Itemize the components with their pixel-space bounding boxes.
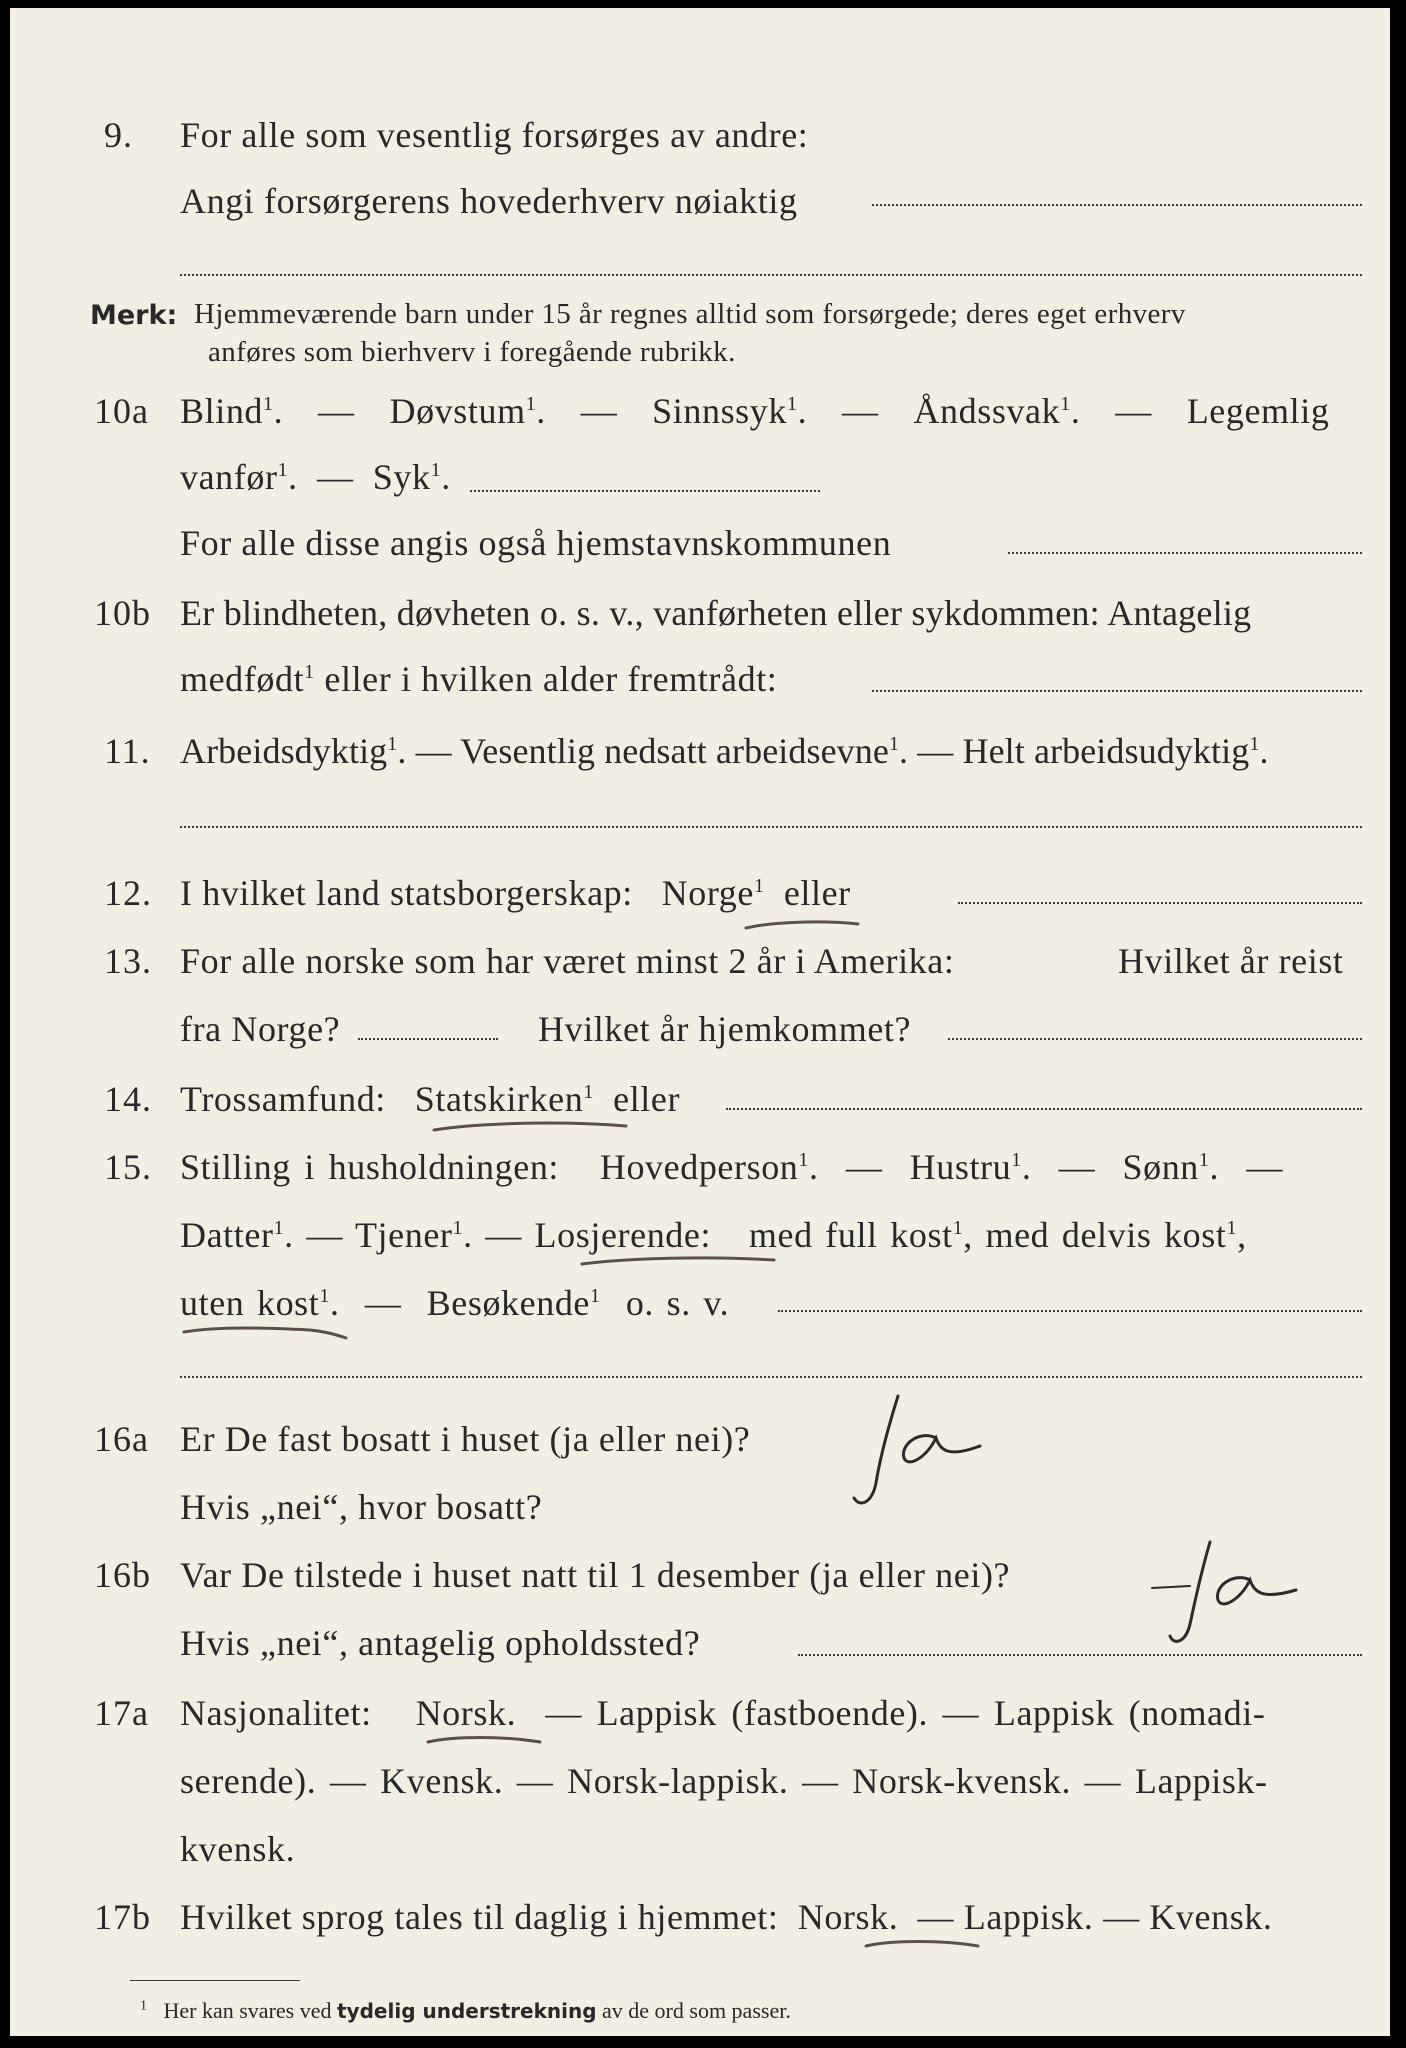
underline-uten-kost <box>180 1320 350 1344</box>
underline-norsk-17b <box>862 1934 982 1954</box>
footnote: $^1$ Her kan svares ved tydelig understrekning av de ord som passer. <box>140 1998 791 2023</box>
q15-answer-line-2 <box>180 1376 1362 1378</box>
opt-andssvak: Åndssvak <box>913 391 1061 431</box>
q10b-number: 10b <box>94 593 151 633</box>
q10b-answer-line <box>872 690 1362 692</box>
underline-losjerende <box>578 1252 778 1272</box>
q13-line1b: Hvilket år reist <box>1118 941 1344 981</box>
handwritten-ja-16b <box>1150 1536 1310 1656</box>
answer-16b-text: Ja <box>1150 1536 1151 1537</box>
handwritten-ja-16a <box>840 1388 990 1518</box>
q15-line1: Stilling i husholdningen: Hovedperson$^1$. — Hustru$^1$. — Sønn$^1$. — <box>180 1147 1283 1187</box>
q13-fra-norge: fra Norge? <box>180 1009 341 1049</box>
q14-line1: Trossamfund: Statskirken$^1$ eller <box>180 1079 681 1119</box>
q14-answer-line <box>726 1108 1362 1110</box>
q10a-kommune-line <box>1008 552 1362 554</box>
q10a-line3: For alle disse angis også hjemstavnskommunen <box>180 523 892 563</box>
opt-legemlig: Legemlig <box>1186 391 1330 431</box>
q9-answer-line-2 <box>180 274 1362 276</box>
q17b-number: 17b <box>94 1897 151 1937</box>
q17a-line1: Nasjonalitet: Norsk. — Lappisk (fastboende). — Lappisk (nomadi- <box>180 1693 1266 1733</box>
merk-line2: anføres som bierhverv i foregående rubrikk. <box>208 336 736 368</box>
q12-number: 12. <box>104 873 152 913</box>
opt-losjerende: Losjerende <box>534 1215 701 1255</box>
opt-tjener: Tjener <box>354 1215 453 1255</box>
q14-number: 14. <box>104 1079 152 1119</box>
opt-besokende: Besøkende <box>426 1283 590 1323</box>
q11-line1: Arbeidsdyktig$^1$. — Vesentlig nedsatt arbeidsevne$^1$. — Helt arbeidsudyktig$^1$. <box>180 731 1269 771</box>
footnote-separator <box>130 1980 300 1981</box>
q10b-line1: Er blindheten, døvheten o. s. v., vanførheten eller sykdommen: Antagelig <box>180 593 1252 633</box>
q17a-line3: kvensk. <box>180 1829 296 1869</box>
q13-hjemkommet-line <box>948 1038 1362 1040</box>
opt-medfodt: medfødt <box>180 659 305 699</box>
answer-16a-text: Ja <box>840 1388 841 1389</box>
underline-norge <box>742 916 862 934</box>
q13-hjemkommet: Hvilket år hjemkommet? <box>538 1009 912 1049</box>
opt-uten-kost: uten kost <box>180 1283 320 1323</box>
q16a-number: 16a <box>94 1419 149 1459</box>
q10a-answer-line <box>470 490 820 492</box>
q13-reist-line <box>358 1038 498 1040</box>
q16b-number: 16b <box>94 1555 151 1595</box>
opt-hustru: Hustru <box>909 1147 1012 1187</box>
q16b-answer-line <box>798 1654 1362 1656</box>
opt-norsk-17b: Norsk. <box>797 1897 899 1937</box>
underline-statskirken <box>430 1116 630 1138</box>
q17b-line1: Hvilket sprog tales til daglig i hjemmet: Norsk. — Lappisk. — Kvensk. <box>180 1897 1273 1937</box>
opt-full-kost: med full kost <box>748 1215 953 1255</box>
underline-norsk-17a <box>424 1730 544 1750</box>
q13-line1: For alle norske som har været minst 2 år i Amerika: <box>180 941 955 981</box>
q10a-line2: vanfør$^1$. — Syk$^1$. <box>180 457 451 497</box>
q15-line3: uten kost$^1$. — Besøkende$^1$ o. s. v. <box>180 1283 730 1323</box>
q10b-line2: medfødt$^1$ eller i hvilken alder fremtrådt: <box>180 659 778 699</box>
q9-answer-line <box>872 204 1362 206</box>
opt-arbeidsdyktig: Arbeidsdyktig <box>180 731 388 771</box>
opt-nedsatt: Vesentlig nedsatt arbeidsevne <box>460 731 889 771</box>
opt-sinnssyk: Sinnssyk <box>652 391 787 431</box>
opt-norsk-17a: Norsk. <box>415 1693 517 1733</box>
q9-line2: Angi forsørgerens hovederhverv nøiaktig <box>180 181 798 221</box>
merk-line1: Hjemmeværende barn under 15 år regnes alltid som forsørgede; deres eget erhverv <box>194 298 1186 330</box>
opt-udyktig: Helt arbeidsudyktig <box>962 731 1250 771</box>
q13-number: 13. <box>104 941 152 981</box>
census-form-page <box>10 8 1390 2036</box>
opt-norge: Norge <box>661 873 754 913</box>
q12-line1: I hvilket land statsborgerskap: Norge$^1$ eller <box>180 873 851 913</box>
q11-number: 11. <box>104 731 151 771</box>
opt-vanfor: vanfør <box>180 457 278 497</box>
opt-dovstum: Døvstum <box>389 391 526 431</box>
q12-answer-line <box>958 902 1362 904</box>
q15-line2: Datter$^1$. — Tjener$^1$. — Losjerende: med full kost$^1$, med delvis kost$^1$, <box>180 1215 1247 1255</box>
q16a-line1: Er De fast bosatt i huset (ja eller nei)? <box>180 1419 751 1459</box>
q16b-line2: Hvis „nei“, antagelig opholdssted? <box>180 1623 701 1663</box>
opt-sonn: Sønn <box>1122 1147 1199 1187</box>
q11-answer-line <box>180 826 1362 828</box>
opt-delvis-kost: med delvis kost <box>985 1215 1227 1255</box>
q15-number: 15. <box>104 1147 152 1187</box>
opt-datter: Datter <box>180 1215 274 1255</box>
opt-syk: Syk <box>372 457 431 497</box>
q16a-line2: Hvis „nei“, hvor bosatt? <box>180 1487 543 1527</box>
q15-answer-line <box>778 1310 1362 1312</box>
q9-number: 9. <box>104 115 133 155</box>
q10a-number: 10a <box>94 391 149 431</box>
merk-label: Merk: <box>90 300 178 331</box>
q17a-line2: serende). — Kvensk. — Norsk-lappisk. — Norsk-kvensk. — Lappisk- <box>180 1761 1268 1801</box>
q10a-line1: Blind$^1$. — Døvstum$^1$. — Sinnssyk$^1$. — Åndssvak$^1$. — Legemlig <box>180 391 1330 431</box>
opt-hovedperson: Hovedperson <box>599 1147 799 1187</box>
q17a-number: 17a <box>94 1693 149 1733</box>
opt-statskirken: Statskirken <box>414 1079 584 1119</box>
q16b-line1: Var De tilstede i huset natt til 1 desember (ja eller nei)? <box>180 1555 1011 1595</box>
opt-blind: Blind <box>180 391 264 431</box>
q9-line1: For alle som vesentlig forsørges av andre: <box>180 115 809 155</box>
